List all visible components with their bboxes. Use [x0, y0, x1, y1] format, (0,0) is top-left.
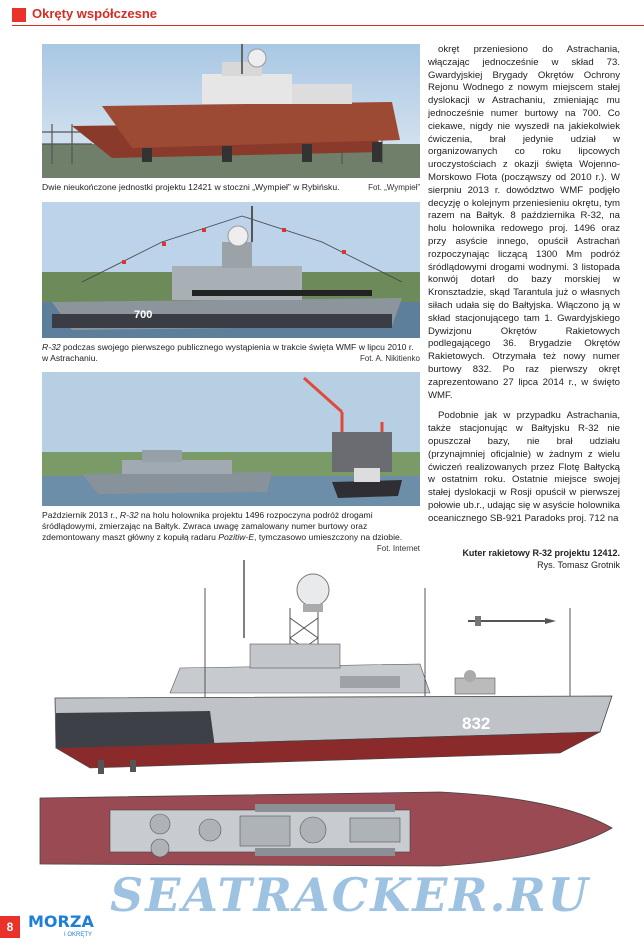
caption-text: Dwie nieukończone jednostki projektu 12421 w stoczni „Wympieł” w Rybińsku.	[42, 182, 340, 192]
photo-shipyard	[42, 44, 420, 178]
caption-text: podczas swojego pierwszego publicznego wystąpienia w trakcie święta WMF w lipcu 2010 r. w Astrachaniu.	[42, 342, 414, 363]
photo-credit: Fot. „Wympieł”	[368, 183, 420, 192]
caption-end: , tymczasowo umieszczony na dziobie.	[254, 532, 403, 542]
article-text	[428, 44, 620, 525]
logo-main-text: MORZA	[28, 912, 94, 931]
photo-credit: Fot. A. Nikitienko	[359, 354, 420, 363]
caption-ship-name: R-32	[119, 510, 139, 520]
hull-number-700: 700	[134, 309, 153, 321]
hull-number-832: 832	[462, 714, 491, 733]
section-title: Okręty współczesne	[32, 6, 157, 21]
header-divider	[12, 25, 644, 26]
photo-caption-2	[42, 342, 420, 364]
photo-caption-1	[42, 182, 420, 193]
caption-ship-name: R-32	[42, 342, 61, 352]
missile-illustration	[468, 616, 556, 626]
logo-sub-text: I OKRĘTY	[64, 932, 93, 938]
section-marker	[12, 8, 26, 22]
page-number: 8	[0, 916, 20, 938]
drawing-title: Kuter rakietowy R-32 projektu 12412.	[462, 548, 620, 558]
drawing-author: Rys. Tomasz Grotnik	[537, 560, 620, 570]
caption-radar-name: Pozitiw-E	[218, 532, 255, 542]
caption-text: na holu holownika projektu 1496 rozpoczyna podróż drogami śródlądowymi, zmierzając na Bałtyk. Zwraca uwagę zamalowany numer burtowy oraz zdemontowany maszt główny z kopułą radaru	[42, 510, 373, 542]
article-paragraph-2: Podobnie jak w przypadku Astrachania, także stacjonując w Bałtyjsku R-32 nie opuszczał bazy, nie brał udziału (przynajmniej oficjalnie) w żadnym z wielu ćwiczeń realizowanych przez Flotę Bałtycką w ostatnim roku. Ostatnie miejsce swojej stałej dyslokacji w Rosji opuścił w pierwszej połowie ub.r., udając się w asyście holownika oceanicznego SB-921 Paradoks proj. 712 na	[428, 410, 620, 524]
magazine-logo	[18, 912, 96, 944]
caption-prefix: Październik 2013 r.,	[42, 510, 120, 520]
article-paragraph-1: okręt przeniesiono do Astrachania, włączając jednocześnie w skład 73. Gwardyjskiej Brygady Okrętów Ochrony Rejonu Wodnego z nowym miejscem stałej dyslokacji w Astrachaniu, zmieniając mu jednocześnie numer burtowy na 700. Co ciekawe, nigdy nie wyszedł na jakiekolwiek ćwiczenia, brał jedynie udział w organizowanych co roku lipcowych uroczystościach z okazji święta Wojenno-Morskowo Fłota (począwszy od 2010 r.). W sierpniu 2013 r. dowództwo WMF podjęło decyzję o kolejnym przeniesieniu okrętu, tym razem na Bałtyk. 8 października R-32, na holu holownika redowego proj. 1496 oraz przy asyście innego, opuścił Astrachań rozpoczynając liczącą 1300 Mm podróż śródlądowymi drogami wodnymi. 3 listopada konwój dotarł do bazy morskiej w Kronsztadzie, skąd Tarantula już o własnych siłach udała się do Bałtyjska. Włączono ją w skład stacjonującego tam 1. Gwardyjskiego Dywizjonu Okrętów Rakietowych podlegającego 36. Brygadzie Okrętów Rakietowych. Otrzymała też nowy numer burtowy 832. Po raz pierwszy okręt zaprezentowano 27 lipca 2014 r., w święto WMF.	[428, 44, 620, 401]
photo-towing	[42, 372, 420, 506]
ship-drawing	[0, 548, 644, 920]
photo-credit: Fot. Internet	[376, 544, 420, 553]
radar-dome	[297, 574, 329, 606]
photo-parade	[42, 202, 420, 338]
watermark-text: SEATRACKER.RU	[110, 868, 590, 922]
